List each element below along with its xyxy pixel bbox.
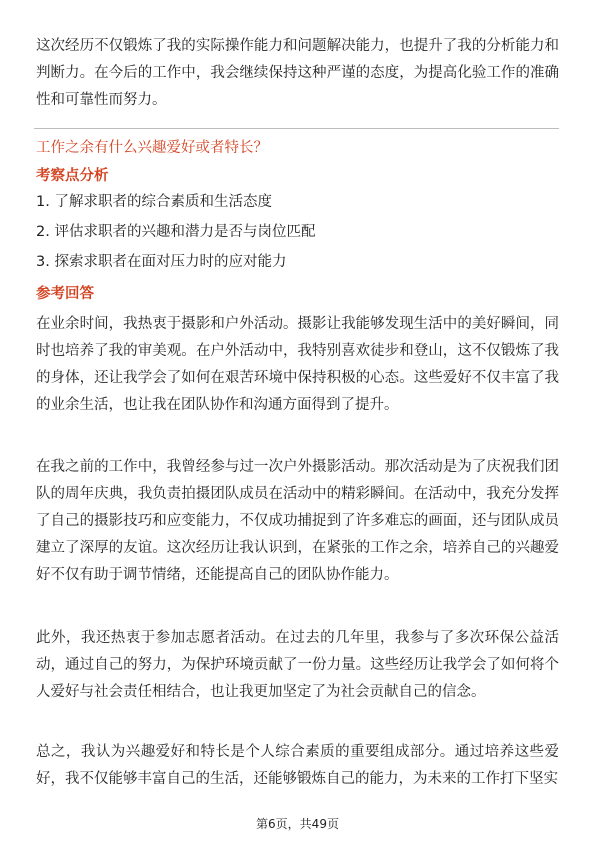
analysis-point: 1. 了解求职者的综合素质和生活态度	[36, 194, 272, 210]
answer-paragraph: 总之，我认为兴趣爱好和特长是个人综合素质的重要组成部分。通过培养这些爱好，我不仅能够丰富自己的生活，还能够锻炼自己的能力，为未来的工作打下坚实	[36, 744, 559, 787]
answer-paragraph: 在业余时间，我热衷于摄影和户外活动。摄影让我能够发现生活中的美好瞬间，同时也培养了我的审美观。在户外活动中，我特别喜欢徒步和登山，这不仅锻炼了我的身体，还让我学会了如何在艰苦环境中保持积极的心态。这些爱好不仅丰富了我的业余生活，也让我在团队协作和沟通方面得到了提升。	[36, 316, 559, 413]
question-title: 工作之余有什么兴趣爱好或者特长？	[36, 140, 268, 156]
analysis-label: 考察点分析	[36, 168, 109, 184]
answer-paragraph: 在我之前的工作中，我曾经参与过一次户外摄影活动。那次活动是为了庆祝我们团队的周年庆典，我负责拍摄团队成员在活动中的精彩瞬间。在活动中，我充分发挥了自己的摄影技巧和应变能力，不仅成功捕捉到了许多难忘的画面，还与团队成员建立了深厚的友谊。这次经历让我认识到，在紧张的工作之余，培养自己的兴趣爱好不仅有助于调节情绪，还能提高自己的团队协作能力。	[36, 459, 559, 583]
page-footer: 第6页，共49页	[256, 817, 339, 831]
answer-paragraph: 此外，我还热衷于参加志愿者活动。在过去的几年里，我参与了多次环保公益活动，通过自己的努力，为保护环境贡献了一份力量。这些经历让我学会了如何将个人爱好与社会责任相结合，也让我更加坚定了为社会贡献自己的信念。	[36, 630, 559, 700]
answer-label: 参考回答	[36, 286, 94, 302]
analysis-point: 2. 评估求职者的兴趣和潜力是否与岗位匹配	[36, 224, 316, 240]
intro-paragraph: 这次经历不仅锻炼了我的实际操作能力和问题解决能力，也提升了我的分析能力和判断力。在今后的工作中，我会继续保持这种严谨的态度，为提高化验工作的准确性和可靠性而努力。	[36, 38, 559, 108]
section-divider	[34, 128, 559, 129]
analysis-point: 3. 探索求职者在面对压力时的应对能力	[36, 254, 287, 270]
